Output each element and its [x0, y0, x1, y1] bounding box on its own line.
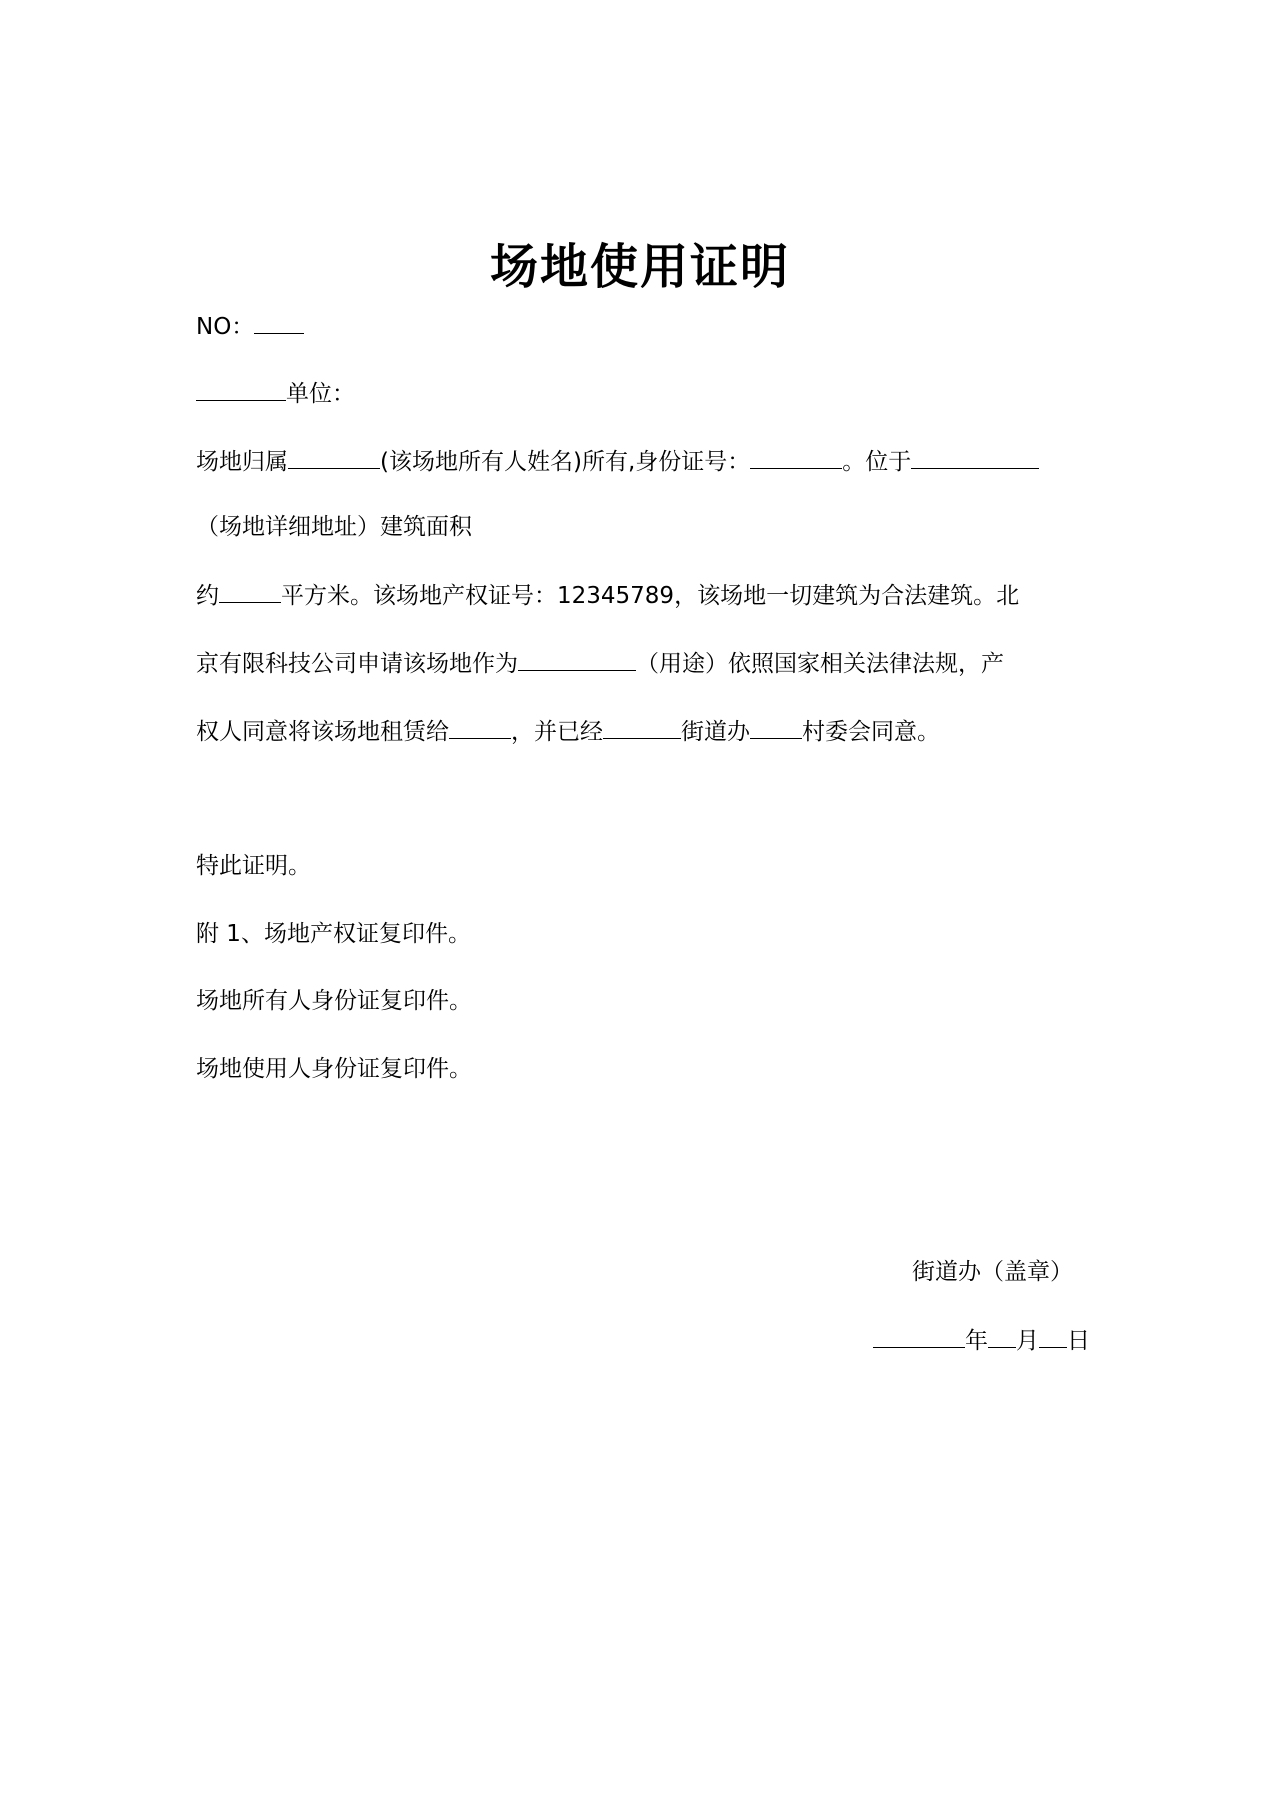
paragraph-ownership — [196, 446, 1039, 477]
signature-date — [873, 1325, 1090, 1356]
text: 约 — [196, 583, 219, 609]
document-title: 场地使用证明 — [489, 239, 790, 295]
text: ，并已经 — [511, 719, 603, 745]
text: 权人同意将该场地租赁给 — [196, 719, 449, 745]
paragraph-usage — [196, 648, 1004, 679]
month-label: 月 — [1016, 1328, 1039, 1354]
unit-label: 单位： — [286, 381, 355, 407]
tenant-blank — [449, 716, 511, 739]
id-number-blank — [750, 446, 842, 469]
area-blank — [219, 580, 281, 603]
street-blank — [603, 716, 681, 739]
village-blank — [750, 716, 802, 739]
no-blank — [254, 311, 304, 334]
signature-office: 街道办（盖章） — [912, 1259, 1073, 1285]
text: （用途）依照国家相关法律法规，产 — [636, 651, 1004, 677]
year-label: 年 — [965, 1328, 988, 1354]
year-blank — [873, 1325, 965, 1348]
paragraph-consent — [196, 716, 940, 747]
unit-line — [196, 378, 355, 409]
location-blank — [911, 446, 1039, 469]
text: 京有限科技公司申请该场地作为 — [196, 651, 518, 677]
certify-text: 特此证明。 — [196, 853, 311, 879]
unit-blank — [196, 378, 286, 401]
text: 街道办 — [681, 719, 750, 745]
text: (该场地所有人姓名)所有,身份证号： — [380, 449, 751, 475]
usage-blank — [518, 648, 636, 671]
day-blank — [1039, 1325, 1067, 1348]
attachment-item: 场地所有人身份证复印件。 — [196, 988, 472, 1014]
month-blank — [988, 1325, 1016, 1348]
text: 村委会同意。 — [802, 719, 940, 745]
number-line — [196, 311, 304, 342]
paragraph-area — [196, 580, 1019, 611]
text: 场地归属 — [196, 449, 288, 475]
day-label: 日 — [1067, 1328, 1090, 1354]
owner-name-blank — [288, 446, 380, 469]
attachment-item: 附 1、场地产权证复印件。 — [196, 921, 471, 947]
paragraph-address: （场地详细地址）建筑面积 — [196, 514, 472, 540]
no-label: NO： — [196, 314, 255, 340]
attachment-item: 场地使用人身份证复印件。 — [196, 1056, 472, 1082]
text: 。位于 — [842, 449, 912, 475]
text: 平方米。该场地产权证号：12345789，该场地一切建筑为合法建筑。北 — [281, 583, 1020, 609]
